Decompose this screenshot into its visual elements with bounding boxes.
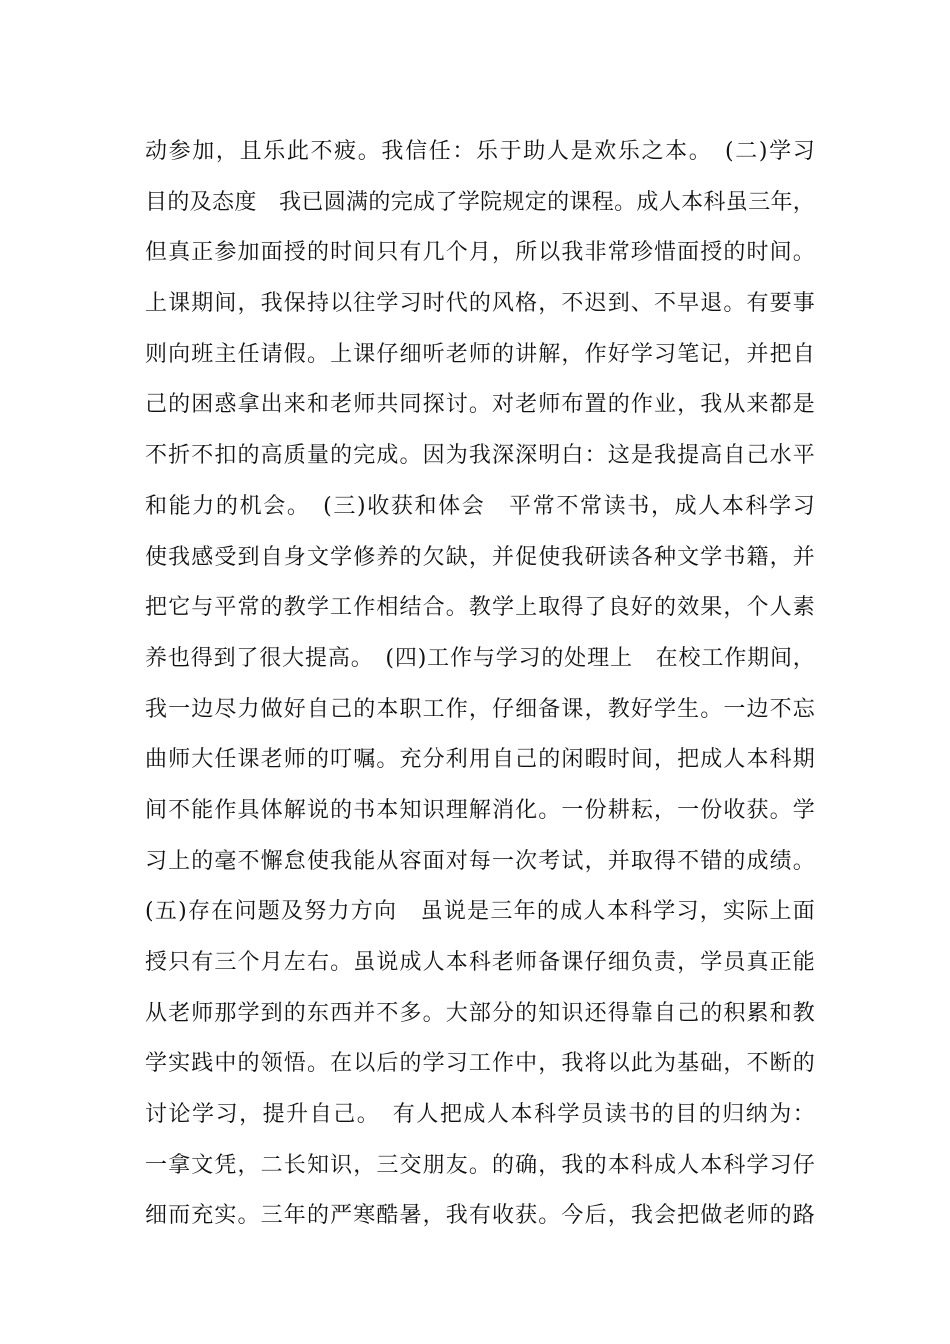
text-line: 目的及态度 我已圆满的完成了学院规定的课程。成人本科虽三年， [145, 189, 815, 215]
text-line: 细而充实。三年的严寒酷暑，我有收获。今后，我会把做老师的路 [145, 1203, 815, 1229]
text-line: 则向班主任请假。上课仔细听老师的讲解，作好学习笔记，并把自 [145, 341, 815, 367]
text-line: 动参加，且乐此不疲。我信任：乐于助人是欢乐之本。 (二)学习 [145, 139, 815, 164]
text-line: 己的困惑拿出来和老师共同探讨。对老师布置的作业，我从来都是 [145, 392, 815, 418]
text-line: 间不能作具体解说的书本知识理解消化。一份耕耘，一份收获。学 [145, 797, 815, 823]
text-line: 习上的毫不懈怠使我能从容面对每一次考试，并取得不错的成绩。 [145, 848, 815, 874]
text-line: 使我感受到自身文学修养的欠缺，并促使我研读各种文学书籍，并 [145, 544, 815, 570]
text-line: 一拿文凭，二长知识，三交朋友。的确，我的本科成人本科学习仔 [145, 1152, 815, 1178]
text-line: 从老师那学到的东西并不多。大部分的知识还得靠自己的积累和教 [145, 1000, 815, 1026]
text-line: 我一边尽力做好自己的本职工作，仔细备课，教好学生。一边不忘 [145, 696, 815, 722]
text-line: 上课期间，我保持以往学习时代的风格，不迟到、不早退。有要事 [145, 291, 815, 317]
text-line: 不折不扣的高质量的完成。因为我深深明白：这是我提高自己水平 [145, 443, 815, 469]
text-line: 和能力的机会。 (三)收获和体会 平常不常读书，成人本科学习 [145, 493, 815, 519]
text-line: 学实践中的领悟。在以后的学习工作中，我将以此为基础，不断的 [145, 1051, 815, 1077]
body-text [145, 132, 815, 1247]
text-line: 授只有三个月左右。虽说成人本科老师备课仔细负责，学员真正能 [145, 950, 815, 975]
text-line: (五)存在问题及努力方向 虽说是三年的成人本科学习，实际上面 [145, 899, 815, 925]
text-line: 曲师大任课老师的叮嘱。充分利用自己的闲暇时间，把成人本科期 [145, 747, 815, 773]
text-line: 讨论学习，提升自己。 有人把成人本科学员读书的目的归纳为： [145, 1102, 815, 1128]
text-line: 养也得到了很大提高。 (四)工作与学习的处理上 在校工作期间， [145, 645, 815, 671]
text-line: 把它与平常的教学工作相结合。教学上取得了良好的效果，个人素 [145, 595, 815, 621]
text-line: 但真正参加面授的时间只有几个月，所以我非常珍惜面授的时间。 [145, 240, 815, 266]
